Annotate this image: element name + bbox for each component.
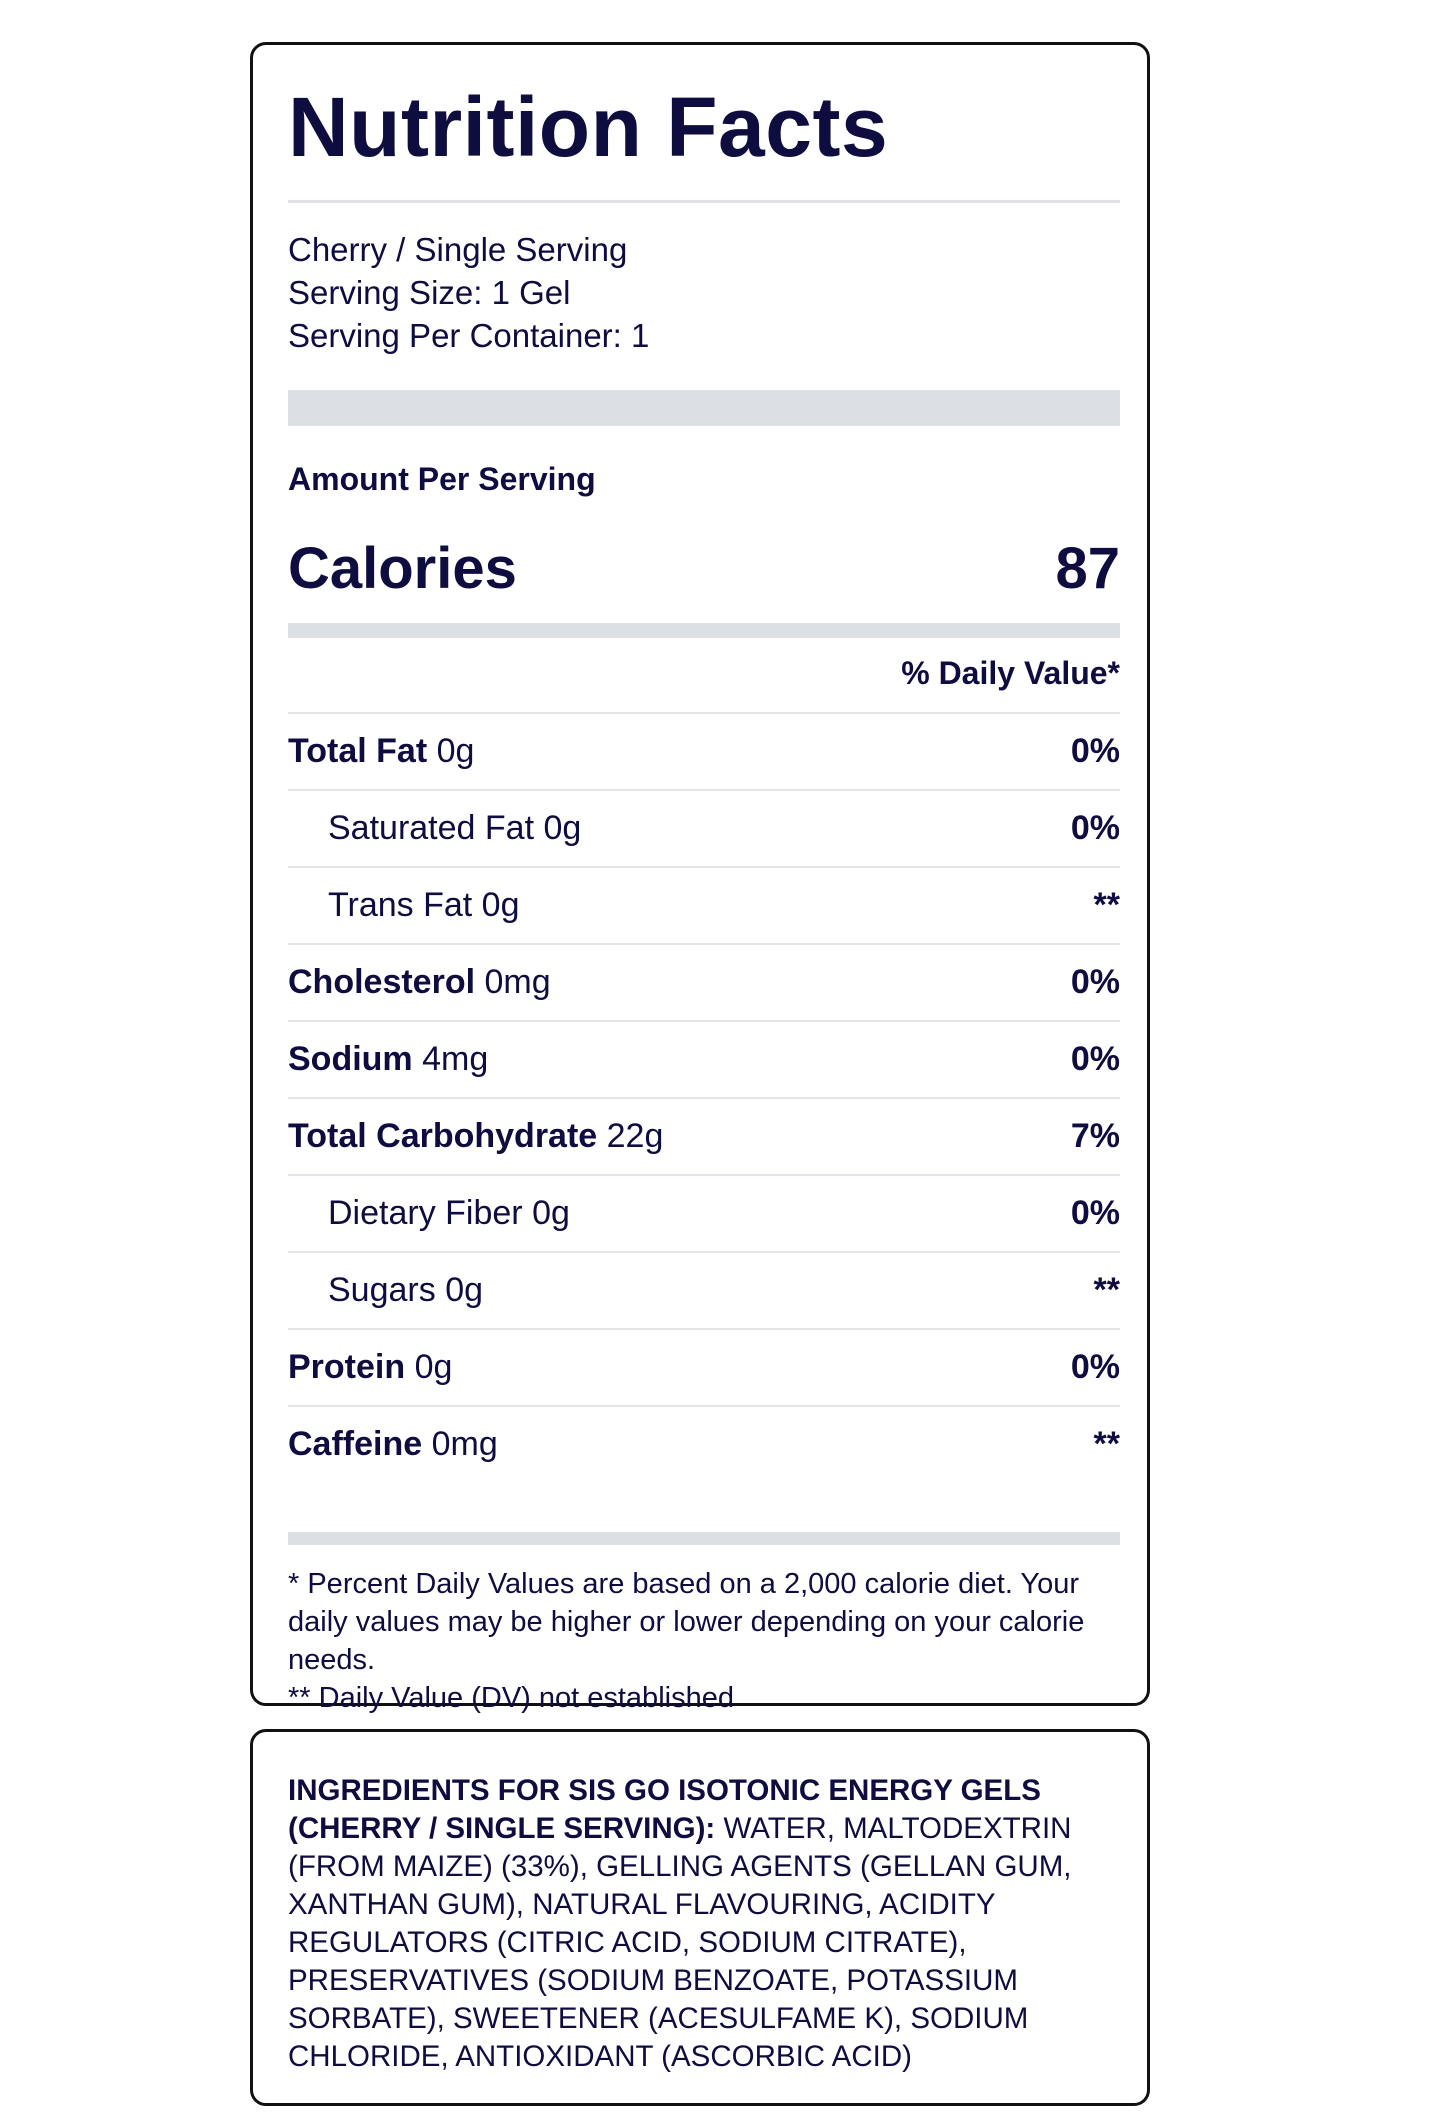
- nutrient-daily-value: 0%: [1070, 1194, 1120, 1232]
- nutrient-row: [288, 1251, 1120, 1328]
- amount-per-serving-label: Amount Per Serving: [288, 461, 596, 497]
- nutrient-daily-value: 0%: [1070, 1040, 1120, 1078]
- nutrient-amount: 0g: [414, 1348, 453, 1386]
- nutrient-name: Sodium: [288, 1040, 413, 1078]
- nutrient-list: [288, 712, 1120, 1482]
- nutrient-label: [288, 1425, 498, 1464]
- nutrient-row: [288, 1020, 1120, 1097]
- calories-label: Calories: [288, 536, 517, 601]
- nutrient-daily-value: 7%: [1070, 1117, 1120, 1155]
- ingredients-panel: [250, 1729, 1150, 2106]
- nutrient-daily-value: 0%: [1070, 1348, 1120, 1386]
- daily-value-header: % Daily Value*: [901, 655, 1120, 691]
- serving-divider-bar: [288, 390, 1120, 426]
- nutrient-name: Dietary Fiber: [328, 1194, 523, 1232]
- nutrition-facts-title: Nutrition Facts: [288, 80, 889, 174]
- footnote-divider-bar: [288, 1532, 1120, 1545]
- nutrient-row: [288, 1174, 1120, 1251]
- nutrient-daily-value: 0%: [1070, 732, 1120, 770]
- nutrient-daily-value: **: [1093, 1425, 1120, 1463]
- title-divider: [288, 200, 1120, 203]
- nutrient-name: Saturated Fat: [328, 809, 535, 847]
- nutrient-daily-value: **: [1093, 886, 1120, 924]
- nutrient-row: [288, 1405, 1120, 1482]
- nutrition-facts-panel: [250, 42, 1150, 1714]
- nutrient-label: [288, 886, 520, 925]
- nutrient-name: Total Fat: [288, 732, 428, 770]
- servings-per-container: Serving Per Container: 1: [288, 317, 650, 354]
- nutrient-label: [288, 963, 551, 1002]
- nutrient-name: Trans Fat: [328, 886, 473, 924]
- nutrient-amount: 0g: [445, 1271, 484, 1309]
- nutrient-name: Protein: [288, 1348, 406, 1386]
- nutrient-name: Total Carbohydrate: [288, 1117, 598, 1155]
- nutrient-label: [288, 1117, 663, 1156]
- nutrient-name: Caffeine: [288, 1425, 423, 1463]
- ingredients-text-block: [288, 1772, 1088, 2076]
- footnote-daily-value: * Percent Daily Values are based on a 2,000 calorie diet. Your daily values may be higher or lower depending on your calorie needs.: [288, 1568, 1085, 1676]
- nutrient-label: [288, 1040, 488, 1079]
- ingredients-list: WATER, MALTODEXTRIN (FROM MAIZE) (33%), GELLING AGENTS (GELLAN GUM, XANTHAN GUM), NATURAL FLAVOURING, ACIDITY REGULATORS (CITRIC ACID, SODIUM CITRATE), PRESERVATIVES (SODIUM BENZOATE, POTASSIUM SORBATE), SWEETENER (ACESULFAME K), SODIUM CHLORIDE, ANTIOXIDANT (ASCORBIC ACID): [288, 1812, 1072, 2073]
- serving-flavor: Cherry / Single Serving: [288, 231, 628, 268]
- footnote: [288, 1565, 1120, 1717]
- nutrient-row: [288, 1097, 1120, 1174]
- nutrient-name: Cholesterol: [288, 963, 476, 1001]
- serving-size: Serving Size: 1 Gel: [288, 274, 571, 311]
- nutrient-row: [288, 712, 1120, 789]
- calories-divider-bar: [288, 623, 1120, 638]
- nutrient-label: [288, 809, 581, 848]
- nutrient-name: Sugars: [328, 1271, 436, 1309]
- nutrient-amount: 0mg: [484, 963, 551, 1001]
- calories-value: 87: [1055, 536, 1120, 601]
- calories-row: [288, 536, 1120, 601]
- nutrient-amount: 4mg: [422, 1040, 489, 1078]
- nutrient-daily-value: 0%: [1070, 963, 1120, 1001]
- nutrient-daily-value: **: [1093, 1271, 1120, 1309]
- ingredients-heading: INGREDIENTS FOR SIS GO ISOTONIC ENERGY GELS (CHERRY / SINGLE SERVING):: [288, 1774, 1041, 1845]
- nutrient-row: [288, 866, 1120, 943]
- nutrient-amount: 0g: [436, 732, 475, 770]
- nutrient-amount: 0g: [543, 809, 582, 847]
- nutrient-label: [288, 732, 474, 771]
- nutrient-amount: 0g: [532, 1194, 570, 1232]
- serving-info: [288, 228, 649, 357]
- nutrient-daily-value: 0%: [1070, 809, 1120, 847]
- nutrient-row: [288, 789, 1120, 866]
- nutrient-row: [288, 1328, 1120, 1405]
- nutrient-amount: 0mg: [431, 1425, 498, 1463]
- nutrient-row: [288, 943, 1120, 1020]
- nutrient-label: [288, 1194, 570, 1233]
- nutrient-amount: 0g: [481, 886, 520, 924]
- nutrient-amount: 22g: [606, 1117, 664, 1155]
- nutrient-label: [288, 1271, 483, 1310]
- nutrient-label: [288, 1348, 452, 1387]
- footnote-not-established: ** Daily Value (DV) not established: [288, 1682, 734, 1714]
